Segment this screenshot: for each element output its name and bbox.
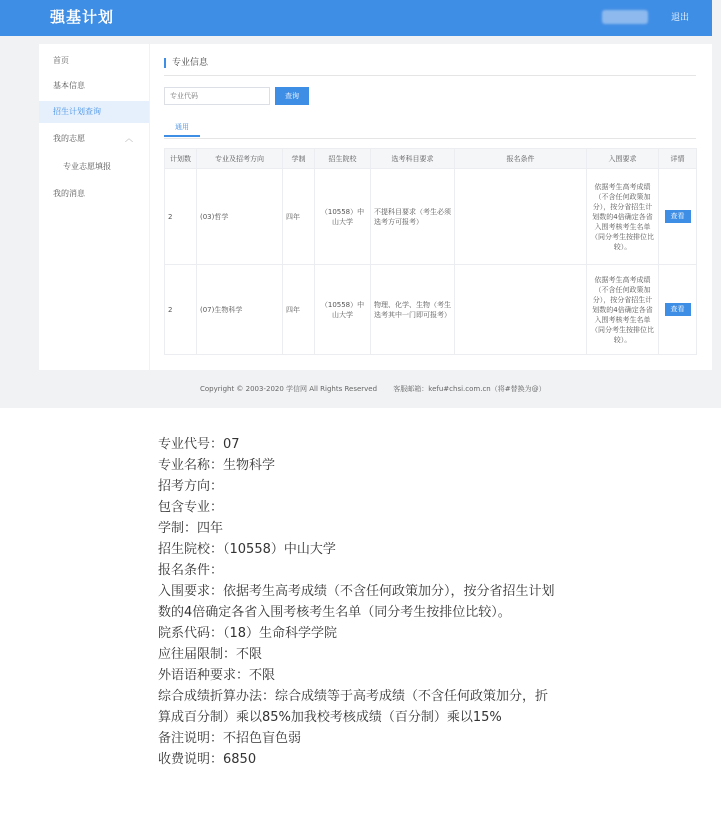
footer — [200, 384, 560, 394]
admission-requirement: 依据考生高考成绩（不含任何政策加分），按分省招生计划数的4倍确定各省入围考核考生名单（同分考生按排位比较）。 — [587, 265, 659, 355]
sidebar-item-basic-info[interactable]: 基本信息 — [53, 81, 85, 90]
major-name: (03)哲学 — [197, 169, 283, 265]
view-detail-button[interactable]: 查看 — [665, 303, 691, 316]
table-header-row — [165, 149, 697, 169]
column-header: 学制 — [283, 149, 315, 169]
subject-requirement: 物理、化学、生物（考生选考其中一门即可报考） — [371, 265, 455, 355]
conditions — [455, 169, 587, 265]
detail-requirement: 入围要求：依据考生高考成绩（不含任何政策加分），按分省招生计划数的4倍确定各省入围考核考生名单（同分考生按排位比较）。 — [158, 584, 555, 620]
detail-includes: 包含专业： — [158, 500, 224, 515]
detail-name: 专业名称：生物科学 — [158, 458, 276, 473]
sidebar-item-plan-query[interactable]: 招生计划查询 — [39, 101, 149, 123]
major-detail — [158, 434, 558, 770]
detail-remark: 备注说明：不招色盲色弱 — [158, 731, 302, 746]
detail-dept: 院系代码：（18）生命科学学院 — [158, 626, 338, 641]
sidebar-item-major-fill[interactable]: 专业志愿填报 — [63, 162, 111, 171]
support-email: 客服邮箱：kefu#chsi.com.cn（将#替换为@） — [393, 385, 546, 393]
detail-years: 学制：四年 — [158, 521, 224, 536]
view-detail-button[interactable]: 查看 — [665, 210, 691, 223]
table-row — [165, 169, 697, 265]
brand-logo: 强基计划 — [50, 8, 115, 26]
detail-code: 专业代号：07 — [158, 437, 240, 452]
tab-general[interactable]: 通用 — [164, 122, 200, 137]
major-name: (07)生物科学 — [197, 265, 283, 355]
years: 四年 — [283, 265, 315, 355]
main-content — [150, 44, 712, 370]
plan-count: 2 — [165, 265, 197, 355]
column-header: 详情 — [659, 149, 697, 169]
conditions — [455, 265, 587, 355]
column-header: 招生院校 — [315, 149, 371, 169]
sidebar-item-messages[interactable]: 我的消息 — [53, 189, 85, 198]
sidebar-item-label: 我的志愿 — [53, 134, 85, 143]
subject-requirement: 不提科目要求（考生必须选考方可报考） — [371, 169, 455, 265]
column-header: 计划数 — [165, 149, 197, 169]
detail-language: 外语语种要求：不限 — [158, 668, 276, 683]
sidebar-item-home[interactable]: 首页 — [53, 56, 69, 65]
detail-school: 招生院校：（10558）中山大学 — [158, 542, 336, 557]
column-header: 选考科目要求 — [371, 149, 455, 169]
page-title: 专业信息 — [164, 58, 208, 68]
column-header: 入围要求 — [587, 149, 659, 169]
detail-cell — [659, 265, 697, 355]
user-name-blurred — [602, 10, 648, 24]
detail-conditions: 报名条件： — [158, 563, 224, 578]
detail-score: 综合成绩折算办法：综合成绩等于高考成绩（不含任何政策加分，折算成百分制）乘以85%加我校考核成绩（百分制）乘以15% — [158, 689, 549, 725]
years: 四年 — [283, 169, 315, 265]
detail-cell — [659, 169, 697, 265]
school: （10558）中山大学 — [315, 169, 371, 265]
detail-fee: 收费说明：6850 — [158, 752, 257, 767]
search-button[interactable]: 查询 — [275, 87, 309, 105]
school: （10558）中山大学 — [315, 265, 371, 355]
divider — [164, 138, 696, 139]
copyright-text: Copyright © 2003-2020 学信网 All Rights Reserved — [200, 385, 378, 393]
plan-count: 2 — [165, 169, 197, 265]
detail-direction: 招考方向： — [158, 479, 224, 494]
search-input[interactable] — [164, 87, 270, 105]
logout-link[interactable]: 退出 — [671, 13, 690, 23]
sidebar-item-my-wishes[interactable] — [39, 128, 149, 150]
top-navbar — [0, 0, 712, 36]
sidebar — [39, 44, 149, 370]
chevron-up-icon: ︿ — [125, 134, 133, 143]
divider — [164, 75, 696, 76]
plan-table — [164, 148, 697, 355]
column-header: 报名条件 — [455, 149, 587, 169]
column-header: 专业及招考方向 — [197, 149, 283, 169]
detail-graduate: 应往届限制：不限 — [158, 647, 263, 662]
table-row — [165, 265, 697, 355]
admission-requirement: 依据考生高考成绩（不含任何政策加分），按分省招生计划数的4倍确定各省入围考核考生名单（同分考生按排位比较）。 — [587, 169, 659, 265]
